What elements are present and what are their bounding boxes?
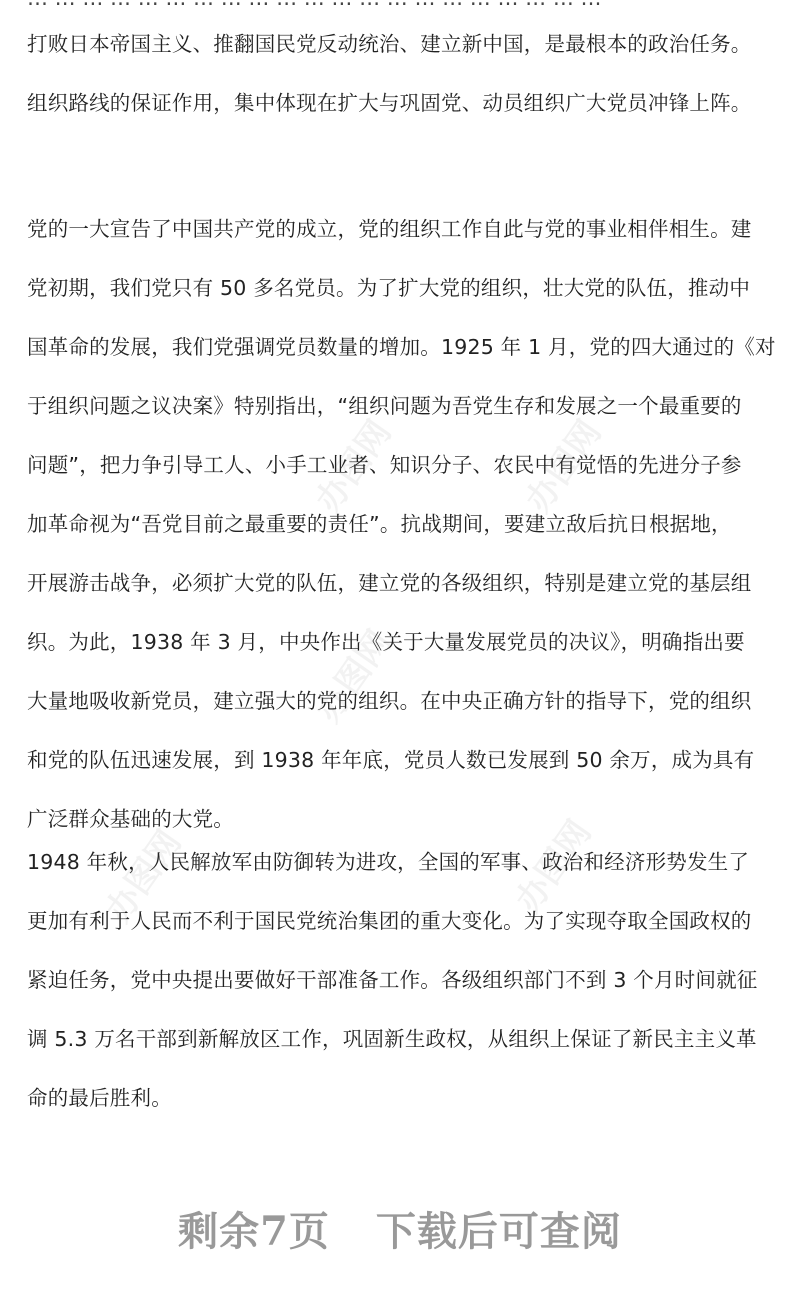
text-line: 大量地吸收新党员，建立强大的党的组织。在中央正确方针的指导下，党的组织 xyxy=(27,689,752,713)
text-line: 打败日本帝国主义、推翻国民党反动统治、建立新中国，是最根本的政治任务。 xyxy=(27,32,752,56)
text-line: 加革命视为“吾党目前之最重要的责任”。抗战期间，要建立敌后抗日根据地， xyxy=(27,512,732,536)
watermark: 办图网 xyxy=(308,413,400,520)
paragraph xyxy=(27,833,775,1128)
text-line: 调 5.3 万名干部到新解放区工作，巩固新生政权，从组织上保证了新民主主义革 xyxy=(27,1027,757,1051)
text-line: 紧迫任务，党中央提出要做好干部准备工作。各级组织部门不到 3 个月时间就征 xyxy=(27,968,758,992)
text-line: 于组织问题之议决案》特别指出，“组织问题为吾党生存和发展之一个最重要的 xyxy=(27,394,742,418)
truncated-previous-line xyxy=(27,0,777,6)
text-line: 和党的队伍迅速发展，到 1938 年年底，党员人数已发展到 50 余万，成为具有 xyxy=(27,748,755,772)
text-line: 更加有利于人民而不利于国民党统治集团的重大变化。为了实现夺取全国政权的 xyxy=(27,909,752,933)
paragraph xyxy=(27,200,775,849)
text-line: 广泛群众基础的大党。 xyxy=(27,807,234,831)
remaining-pages-label: 剩余7页 xyxy=(178,1208,330,1255)
watermark: 办图网 xyxy=(518,413,610,520)
text-line: 1948 年秋，人民解放军由防御转为进攻，全国的军事、政治和经济形势发生了 xyxy=(27,850,750,874)
download-label: 下载后可查阅 xyxy=(375,1208,622,1255)
text-line: 织。为此，1938 年 3 月，中央作出《关于大量发展党员的决议》，明确指出要 xyxy=(27,630,745,654)
text-line: 党初期，我们党只有 50 多名党员。为了扩大党的组织，壮大党的队伍，推动中 xyxy=(27,276,751,300)
download-to-read-more-banner[interactable] xyxy=(0,1200,800,1257)
watermark: 办图网 xyxy=(308,623,400,730)
text-line: 开展游击战争，必须扩大党的队伍，建立党的各级组织，特别是建立党的基层组 xyxy=(27,571,752,595)
text-line: 命的最后胜利。 xyxy=(27,1086,172,1110)
text-line: 问题”，把力争引导工人、小手工业者、知识分子、农民中有觉悟的先进分子参 xyxy=(27,453,742,477)
watermark: 办图网 xyxy=(98,823,190,930)
paragraph xyxy=(27,15,775,133)
watermark: 办图网 xyxy=(508,813,600,920)
text-line: 国革命的发展，我们党强调党员数量的增加。1925 年 1 月，党的四大通过的《对 xyxy=(27,335,776,359)
text-line: 党的一大宣告了中国共产党的成立，党的组织工作自此与党的事业相伴相生。建 xyxy=(27,217,752,241)
text-line: 组织路线的保证作用，集中体现在扩大与巩固党、动员组织广大党员冲锋上阵。 xyxy=(27,91,752,115)
